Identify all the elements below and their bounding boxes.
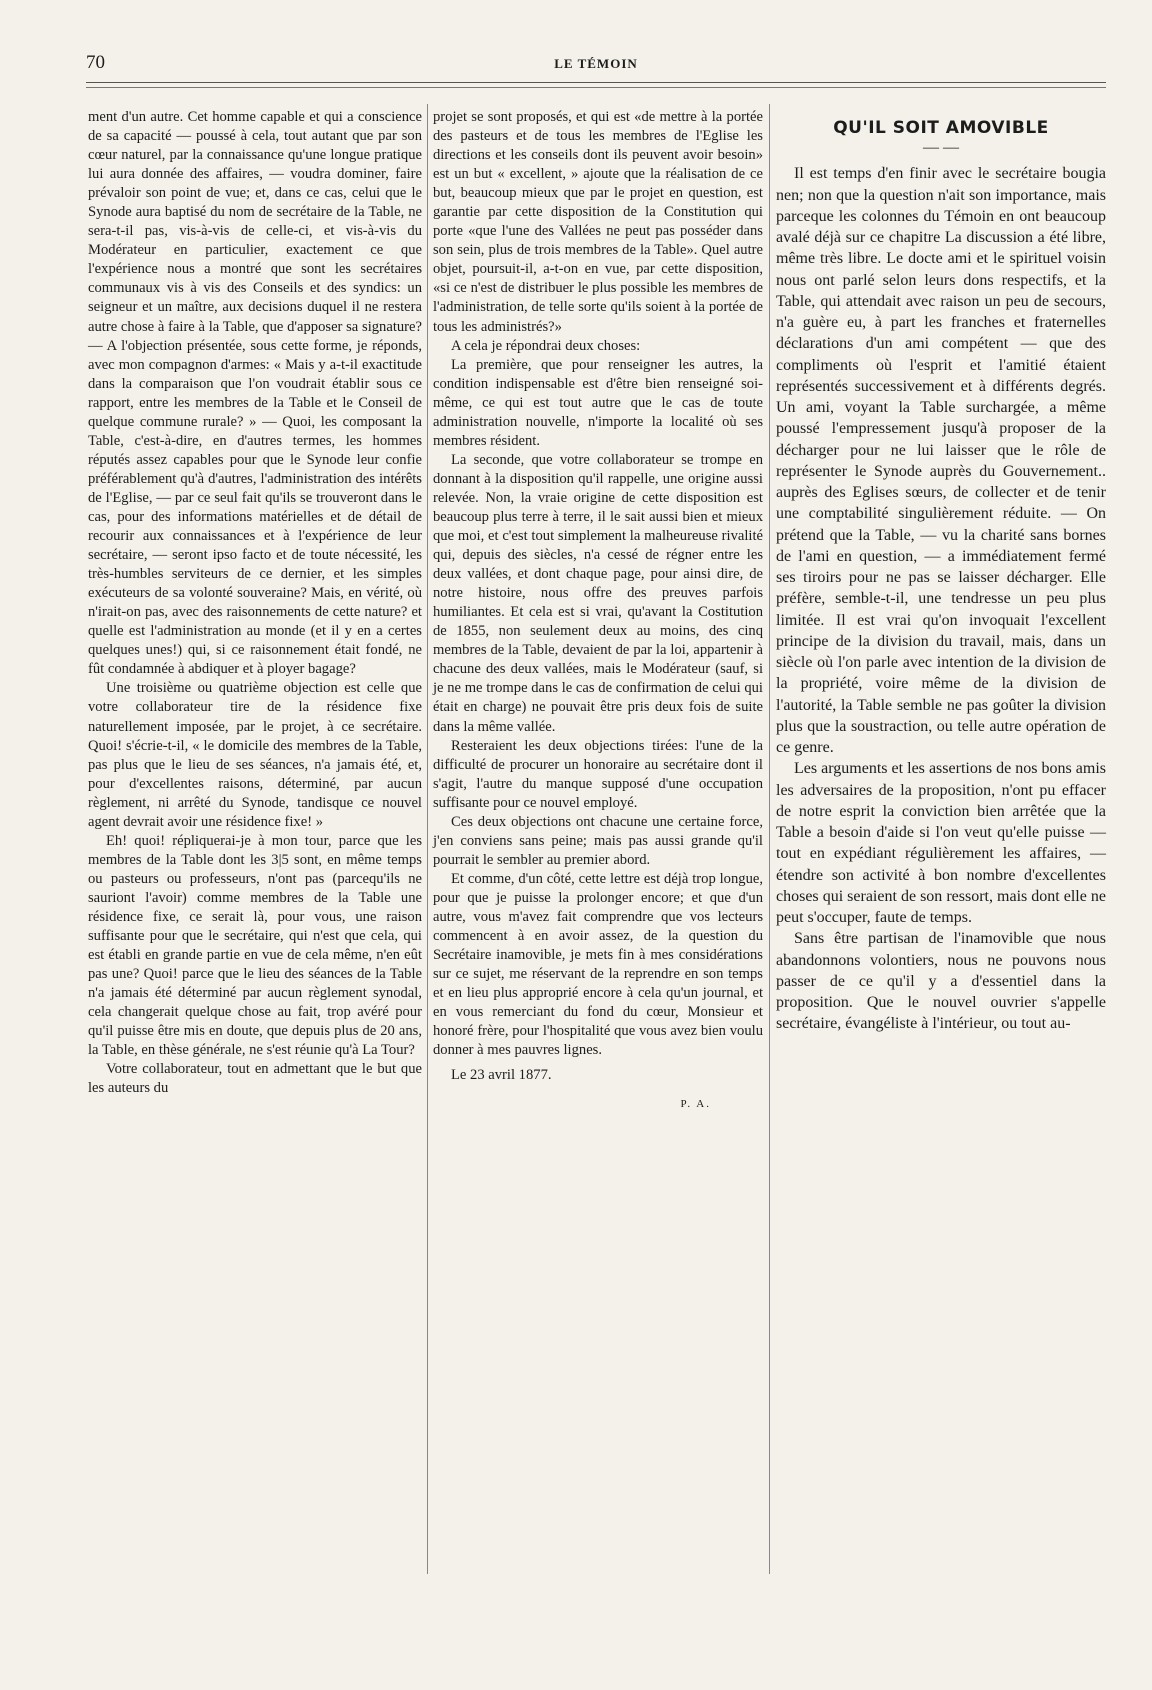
paragraph: Ces deux objections ont chacune une certaine force, j'en conviens sans peine; mais pas aussi grande qu'il pourrait le sembler au premier abord. bbox=[433, 813, 763, 868]
paragraph: Eh! quoi! répliquerai-je à mon tour, parce que les membres de la Table dont les 3|5 sont, en même temps ou pasteurs ou professeurs, n'ont pas (parcequ'ils ne sauriont l'avoir) comme membres de la Table une résidence fixe, ce serait là, pour vous, une raison suffisante pour que le secrétaire, qui n'est que cela, qui est établi en grande partie en vue de cela même, n'en eût pas une? Quoi! parce que le lieu des séances de la Table n'a jamais été déterminé par aucun règlement synodal, cela changerait quelque chose au fait, trop avéré pour qu'il puisse être mis en doute, que depuis plus de 20 ans, la Table, en thèse générale, ne s'est réunie qu'à La Tour? bbox=[88, 832, 422, 1059]
running-title: LE TÉMOIN bbox=[554, 56, 638, 71]
column-1 bbox=[88, 108, 422, 1098]
page-header bbox=[86, 52, 1106, 80]
paragraph: A cela je répondrai deux choses: bbox=[451, 337, 641, 354]
column-divider bbox=[427, 104, 428, 1574]
paragraph: Sans être partisan de l'inamovible que nous abandonnons volontiers, nous ne pouvons nous passer de ce qu'il y a d'essentiel dans la proposition. Que le nouvel ouvrier s'appelle secrétaire, évangéliste à l'intérieur, ou tout au- bbox=[776, 930, 1106, 1033]
paragraph: projet se sont proposés, et qui est «de mettre à la portée des pasteurs et de tous les membres de l'Eglise les directions et les conseils dont ils peuvent avoir besoin» est un but « excellent, » ajoute que la réalisation de ce but, beaucoup mieux que par le projet en question, est garantie par cette disposition de la Constitution qui porte «que l'une des Vallées ne peut pas posséder dans son sein, plus de trois membres de la Table». Quel autre objet, poursuit-il, a-t-on en vue, par cette disposition, «si ce n'est de distribuer le plus possible les membres de l'administration, de telle sorte qu'ils soient à la portée de tous les administrés?» bbox=[433, 109, 763, 335]
column-divider bbox=[769, 104, 770, 1574]
paragraph: Et comme, d'un côté, cette lettre est déjà trop longue, pour que je puisse la prolonger encore; et que d'un autre, vous m'avez fait comprendre que vos lecteurs commencent à en avoir assez, de la question du Secrétaire inamovible, je mets fin à mes considérations sur ce sujet, me réservant de la reprendre en son temps et en lieu plus approprié encore à cela qu'un journal, et en vous remerciant du fond du cœur, Monsieur et honoré frère, pour l'hospitalité que vous avez bien voulu donner à mes pauvres lignes. bbox=[433, 870, 763, 1059]
paragraph: Les arguments et les assertions de nos bons amis les adversaires de la proposition, n'ont pu effacer de notre esprit la conviction bien arrêtée que la Table a besoin d'aide si l'on veut qu'elle puisse — tout en expédiant régulièrement les affaires, — étendre son activité à bon nombre d'excellentes choses qui seraient de son ressort, mais dont elle ne peut s'occuper, faute de temps. bbox=[776, 760, 1106, 926]
paragraph: Votre collaborateur, tout en admettant que le but que les auteurs du bbox=[88, 1061, 422, 1097]
title-dash: — — bbox=[923, 139, 959, 157]
article-title: QU'IL SOIT AMOVIBLE bbox=[833, 118, 1049, 138]
column-3 bbox=[776, 118, 1106, 1035]
paragraph: La seconde, que votre collaborateur se trompe en donnant à la disposition qu'il rappelle, une origine aussi relevée. Non, la vraie origine de cette disposition est beaucoup plus terre à terre, il le sait aussi bien et mieux que moi, et c'est tout simplement la malheureuse rivalité qui, depuis des siècles, n'a cessé de régner entre les deux vallées, et dont chaque page, pour ainsi dire, de notre histoire, nous offre des preuves parfois humiliantes. Et cela est si vrai, qu'avant la Costitution de 1855, non seulement deux au moins, des cinq membres de la Table, devaient de par la loi, appartenir à chacune des deux vallées, mais le Modérateur (sauf, si je ne me trompe dans le cas de confirmation de celui qui était en charge) ne pouvait être pris deux fois de suite dans la même vallée. bbox=[433, 451, 763, 735]
signature: P. A. bbox=[680, 1098, 711, 1111]
dateline: Le 23 avril 1877. bbox=[451, 1067, 552, 1084]
paragraph: Il est temps d'en finir avec le secrétaire bougia nen; non que la question n'ait son importance, mais parceque les colonnes du Témoin en ont beaucoup avalé déjà sur ce chapitre La discussion a été libre, même très libre. Le docte ami et le spirituel voisin nous ont parlé selon leurs dons respectifs, et la Table, qui attendait avec raison un peu de secours, n'a guère eu, à part les franches et fraternelles déclarations d'un ami compétent — que des compliments où l'esprit et l'amitié étaient représentés successivement et à différents degrés. Un ami, voyant la Table surchargée, a même poussé l'empressement jusqu'à proposer de la décharger pour ne lui laisser que le rôle de représenter le Synode auprès du Gouvernement.. auprès des Eglises sœurs, de collecter et de tenir une comptabilité singulièrement réduite. — On prétend que la Table, — vu la charité sans bornes de l'ami en question, — a immédiatement fermé ses tiroirs pour ne pas se laisser décharger. Elle préfère, semble-t-il, une tendresse un peu plus limitée. Il est vrai qu'on invoquait l'excellent principe de la division du travail, mais, dans un siècle où l'on parle avec intention de la division de la propriété, voire même de la division de l'autorité, la Table semble ne pas goûter la division plus que la soustraction, ou telle autre opération de ce genre. bbox=[776, 165, 1106, 756]
column-2 bbox=[433, 108, 763, 1114]
page-number: 70 bbox=[86, 52, 105, 73]
paragraph: Une troisième ou quatrième objection est celle que votre collaborateur tire de la résidence fixe naturellement imposée, par le projet, à ce secrétaire. Quoi! s'écrie-t-il, « le domicile des membres de la Table, pas plus que le lieu de ses séances, n'a jamais été, et, pour d'excellentes raisons, déterminé, par aucun règlement, ni arrêté du Synode, tandisque ce nouvel agent devrait avoir une résidence fixe! » bbox=[88, 680, 422, 830]
paragraph: Resteraient les deux objections tirées: l'une de la difficulté de procurer un honoraire au secrétaire dont il s'agit, l'autre du manque supposé d'une occupation suffisante pour ce nouvel employé. bbox=[433, 737, 763, 811]
paragraph: ment d'un autre. Cet homme capable et qui a conscience de sa capacité — poussé à cela, tout autant que par son cœur naturel, par la connaissance qu'une longue pratique lui aura donnée des affaires, — voudra dominer, faire prévaloir son point de vue; et, dans ce cas, celui que le Synode aura baptisé du nom de secrétaire de la Table, ne sera-t-il pas, vis-à-vis de celle-ci, et vis-à-vis du Modérateur en particulier, exactement ce que l'expérience nous a montré que sont les secrétaires communaux vis à vis des Conseils et des syndics: un seigneur et un maître, aux decisions duquel il ne restera autre chose à faire à la Table, que d'apposer sa signature? — A l'objection présentée, sous cette forme, je réponds, avec mon compagnon d'armes: « Mais y a-t-il exactitude dans la comparaison que l'on voudrait établir sous ce rapport, entre les membres de la Table et le Conseil de quelque commune rurale? » — Quoi, les composant la Table, c'est-à-dire, en d'autres termes, les hommes réputés assez capables pour que le Synode leur confie préférablement qu'à d'autres, l'administration des intérêts de l'Eglise, — par ce seul fait qu'ils se trouveront dans le cas, pour des informations matérielles et de détail de recourir aux connaissances et à l'expérience de leur secrétaire, — seront ipso facto et de toute nécessité, les très-humbles serviteurs de ce dernier, et les simples exécuteurs de sa volonté souveraine? Mais, en vérité, où n'irait-on pas, avec des raisonnements de cette nature? et quelle est l'administration au monde (et il y en a certes quelques unes!) qui, si ce raisonnement était fondé, ne fût condamnée à abdiquer et à ployer bagage? bbox=[88, 109, 422, 678]
paragraph: La première, que pour renseigner les autres, la condition indispensable est d'être bien renseigné soi-même, ce qui est tout autre que le cas de toute administration nouvelle, n'importe la localité où ses membres résident. bbox=[433, 356, 763, 449]
header-rule bbox=[86, 82, 1106, 88]
